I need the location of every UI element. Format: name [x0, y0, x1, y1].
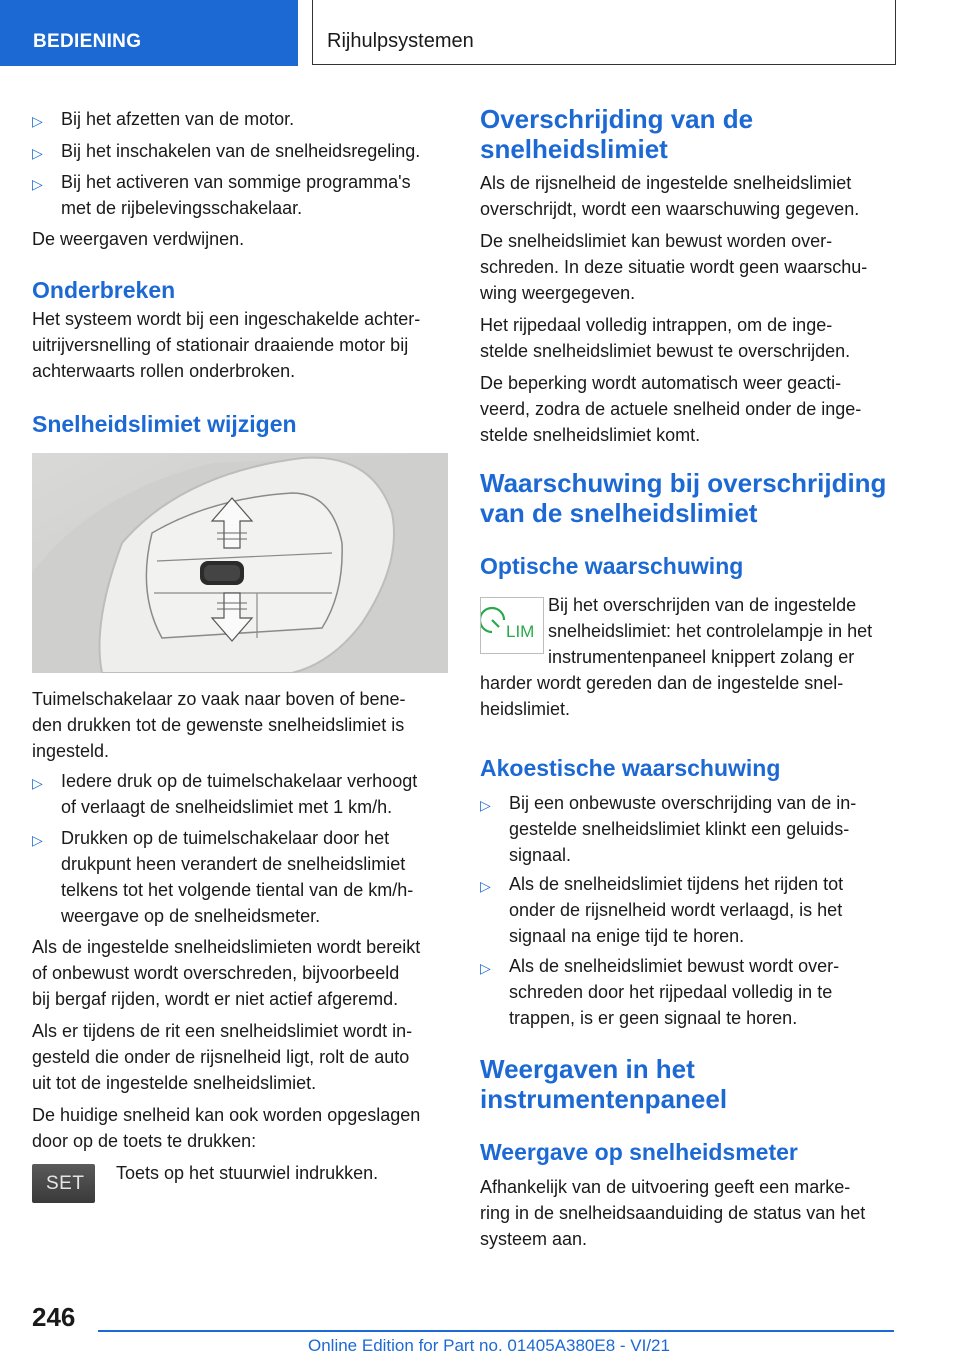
bullet-triangle-icon: ▷: [32, 145, 43, 161]
set-button-icon: SET: [32, 1164, 95, 1203]
chapter-title: Rijhulpsystemen: [327, 30, 474, 52]
heading-weergave-snelheidsmeter: Weergave op snelheidsmeter: [480, 1139, 798, 1165]
heading-akoestische-waarschuwing: Akoestische waarschuwing: [480, 755, 781, 781]
bullet-triangle-icon: ▷: [480, 797, 491, 813]
speed-limit-warning-lamp-icon: LIM: [480, 597, 544, 654]
bullet-triangle-icon: ▷: [32, 832, 43, 848]
paragraph: Toets op het stuurwiel indrukken.: [116, 1163, 379, 1183]
section-tab: [0, 0, 298, 66]
bullet-triangle-icon: ▷: [480, 878, 491, 894]
paragraph: Het systeem wordt bij een ingeschakelde achter- uitrijversnelling of stationair draaiende motor bij achterwaarts rollen onderbroken.: [32, 309, 421, 381]
paragraph: Afhankelijk van de uitvoering geeft een marke- ring in de snelheidsaanduiding de status van het systeem aan.: [480, 1177, 866, 1249]
heading-optische-waarschuwing: Optische waarschuwing: [480, 553, 744, 579]
paragraph: harder wordt gereden dan de ingestelde snel- heidslimiet.: [480, 673, 844, 719]
paragraph: De beperking wordt automatisch weer geacti- veerd, zodra de actuele snelheid onder de inge- stelde snelheidslimiet komt.: [480, 373, 862, 445]
footer-divider: [98, 1330, 894, 1332]
section-title: BEDIENING: [33, 31, 142, 52]
paragraph: Als de rijsnelheid de ingestelde snelheidslimiet overschrijdt, wordt een waarschuwing gegeven.: [480, 173, 860, 219]
heading-overschrijding: Overschrijding van de snelheidslimiet: [480, 104, 754, 164]
paragraph: De huidige snelheid kan ook worden opgeslagen door op de toets te drukken:: [32, 1105, 421, 1151]
paragraph: Als de ingestelde snelheidslimieten wordt bereikt of onbewust wordt overschreden, bijvoorbeeld bij bergaf rijden, wordt er niet actief afgeremd.: [32, 937, 421, 1009]
paragraph: Tuimelschakelaar zo vaak naar boven of bene- den drukken tot de gewenste snelheidslimiet is ingesteld.: [32, 689, 406, 761]
bullet-triangle-icon: ▷: [480, 960, 491, 976]
bullet-triangle-icon: ▷: [32, 176, 43, 192]
paragraph: De snelheidslimiet kan bewust worden over- schreden. In deze situatie wordt geen waarschu- wing weergegeven.: [480, 231, 868, 303]
steering-wheel-rocker-switch-photo: [32, 453, 448, 673]
bullet-triangle-icon: ▷: [32, 775, 43, 791]
paragraph: Als er tijdens de rit een snelheidslimiet wordt in- gesteld die onder de rijsnelheid ligt, rolt de auto uit tot de ingestelde snelheidslimiet.: [32, 1021, 413, 1093]
bullet-triangle-icon: ▷: [32, 113, 43, 129]
chapter-header: [312, 0, 896, 65]
heading-onderbreken: Onderbreken: [32, 277, 176, 303]
heading-snelheidslimiet-wijzigen: Snelheidslimiet wijzigen: [32, 411, 297, 437]
page-number: 246: [32, 1302, 76, 1332]
heading-waarschuwing: Waarschuwing bij overschrijding van de snelheidslimiet: [480, 468, 887, 528]
heading-weergaven: Weergaven in het instrumentenpaneel: [480, 1054, 728, 1114]
paragraph: De weergaven verdwijnen.: [32, 229, 245, 249]
paragraph: Het rijpedaal volledig intrappen, om de inge- stelde snelheidslimiet bewust te overschrijden.: [480, 315, 851, 361]
edition-note: Online Edition for Part no. 01405A380E8 - VI/21: [308, 1336, 670, 1355]
paragraph: Bij het overschrijden van de ingestelde snelheidslimiet: het controlelampje in het instrumentenpaneel knippert zolang er: [548, 595, 873, 667]
